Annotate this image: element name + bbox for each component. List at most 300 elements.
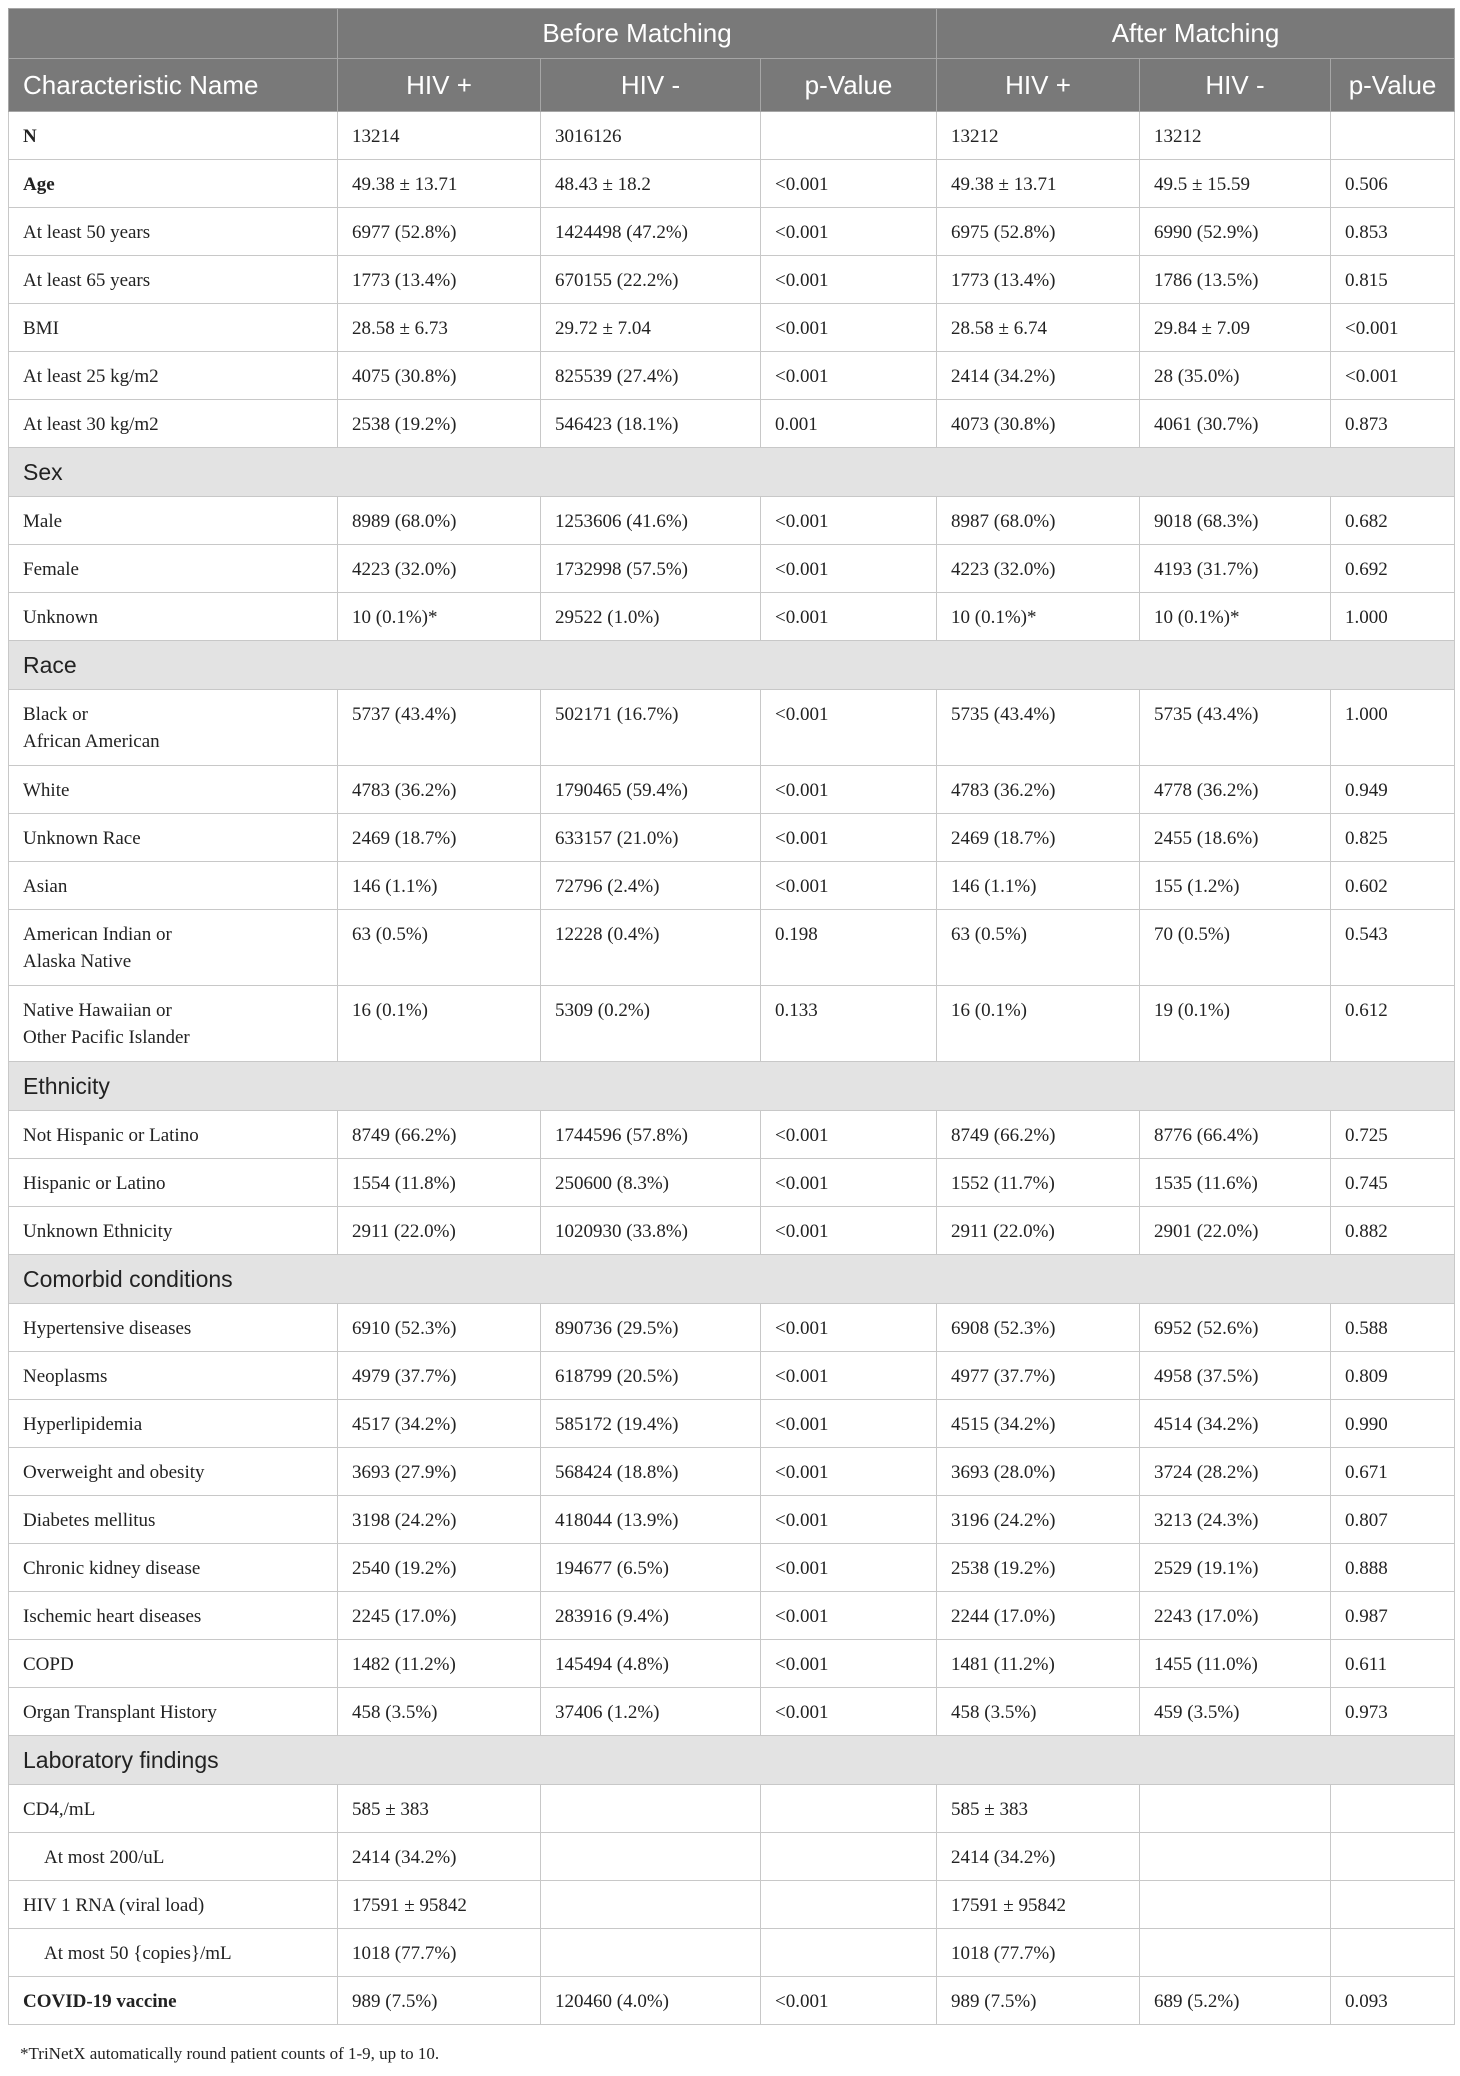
before-hiv-negative-cell (541, 1833, 761, 1881)
column-header-row (9, 59, 1455, 112)
table-row (9, 545, 1455, 593)
characteristic-label: American Indian or (23, 924, 172, 945)
characteristic-name-cell (9, 160, 338, 208)
before-hiv-positive-cell: 6910 (52.3%) (338, 1304, 541, 1352)
after-hiv-positive-cell: 6908 (52.3%) (937, 1304, 1140, 1352)
table-row (9, 1977, 1455, 2025)
after-hiv-positive-cell: 49.38 ± 13.71 (937, 160, 1140, 208)
after-hiv-positive-cell: 28.58 ± 6.74 (937, 304, 1140, 352)
characteristic-label: COPD (23, 1654, 74, 1675)
before-hiv-positive-cell: 3693 (27.9%) (338, 1448, 541, 1496)
before-p-value-cell: <0.001 (761, 1496, 937, 1544)
before-hiv-positive-cell: 49.38 ± 13.71 (338, 160, 541, 208)
after-hiv-negative-cell: 2243 (17.0%) (1140, 1592, 1331, 1640)
before-hiv-positive-cell: 17591 ± 95842 (338, 1881, 541, 1929)
characteristic-label: Hispanic or Latino (23, 1173, 166, 1194)
before-hiv-negative-cell: 283916 (9.4%) (541, 1592, 761, 1640)
baseline-characteristics-table (8, 8, 1455, 2025)
after-p-value-cell: 0.853 (1331, 208, 1455, 256)
after-hiv-positive-cell: 458 (3.5%) (937, 1688, 1140, 1736)
after-hiv-negative-cell: 5735 (43.4%) (1140, 690, 1331, 766)
after-hiv-positive-cell: 1018 (77.7%) (937, 1929, 1140, 1977)
table-row (9, 160, 1455, 208)
before-hiv-positive-cell: 458 (3.5%) (338, 1688, 541, 1736)
before-p-value-cell: 0.001 (761, 400, 937, 448)
before-hiv-negative-cell: 12228 (0.4%) (541, 910, 761, 986)
characteristic-name-cell (9, 1833, 338, 1881)
after-hiv-negative-cell: 6990 (52.9%) (1140, 208, 1331, 256)
before-hiv-positive-cell: 1018 (77.7%) (338, 1929, 541, 1977)
before-hiv-positive-cell: 4783 (36.2%) (338, 766, 541, 814)
section-header-row (9, 1736, 1455, 1785)
table-row (9, 1544, 1455, 1592)
table-row (9, 1833, 1455, 1881)
after-p-value-cell: 0.807 (1331, 1496, 1455, 1544)
after-p-value-cell: 0.973 (1331, 1688, 1455, 1736)
table-row (9, 593, 1455, 641)
characteristic-label: At least 25 kg/m2 (23, 366, 159, 387)
before-hiv-negative-cell (541, 1785, 761, 1833)
before-hiv-positive-cell: 6977 (52.8%) (338, 208, 541, 256)
characteristic-name-cell (9, 256, 338, 304)
before-p-value-cell: <0.001 (761, 1688, 937, 1736)
characteristic-name-cell (9, 814, 338, 862)
after-p-value-cell: 0.882 (1331, 1207, 1455, 1255)
before-hiv-negative-cell: 1020930 (33.8%) (541, 1207, 761, 1255)
table-row (9, 1352, 1455, 1400)
after-hiv-negative-cell: 6952 (52.6%) (1140, 1304, 1331, 1352)
before-p-value-cell (761, 1881, 937, 1929)
characteristic-name-cell (9, 1785, 338, 1833)
before-hiv-positive-cell: 28.58 ± 6.73 (338, 304, 541, 352)
after-hiv-negative-cell: 3213 (24.3%) (1140, 1496, 1331, 1544)
characteristic-label: White (23, 780, 70, 801)
after-p-value-cell: 0.671 (1331, 1448, 1455, 1496)
characteristic-label: COVID-19 vaccine (23, 1991, 177, 2012)
before-hiv-negative-cell: 418044 (13.9%) (541, 1496, 761, 1544)
characteristic-name-cell (9, 1977, 338, 2025)
after-hiv-negative-cell: 4778 (36.2%) (1140, 766, 1331, 814)
after-p-value-cell: 0.588 (1331, 1304, 1455, 1352)
section-header-row (9, 1255, 1455, 1304)
table-row (9, 1929, 1455, 1977)
after-hiv-positive-cell: 4515 (34.2%) (937, 1400, 1140, 1448)
footnote: *TriNetX automatically round patient counts of 1-9, up to 10. (20, 2044, 440, 2063)
after-hiv-positive-cell: 16 (0.1%) (937, 986, 1140, 1062)
characteristic-label-line2: Other Pacific Islander (23, 1027, 190, 1048)
after-hiv-negative-cell: 2455 (18.6%) (1140, 814, 1331, 862)
before-p-value-cell: <0.001 (761, 545, 937, 593)
before-p-value-cell: <0.001 (761, 1352, 937, 1400)
after-hiv-negative-cell: 4958 (37.5%) (1140, 1352, 1331, 1400)
before-hiv-positive-cell: 2540 (19.2%) (338, 1544, 541, 1592)
characteristic-name-cell (9, 1304, 338, 1352)
table-row (9, 400, 1455, 448)
after-matching-header: After Matching (937, 9, 1455, 59)
after-p-value-cell: 0.093 (1331, 1977, 1455, 2025)
table-row (9, 1640, 1455, 1688)
after-p-value-cell (1331, 1929, 1455, 1977)
characteristic-label: Ischemic heart diseases (23, 1606, 202, 1627)
after-hiv-negative-cell: 4514 (34.2%) (1140, 1400, 1331, 1448)
before-p-value-cell: <0.001 (761, 1400, 937, 1448)
after-p-value-cell: 1.000 (1331, 690, 1455, 766)
after-hiv-negative-cell (1140, 1785, 1331, 1833)
section-label: Sex (9, 448, 1455, 497)
after-hiv-positive-cell: 4977 (37.7%) (937, 1352, 1140, 1400)
characteristic-label: Age (23, 174, 55, 195)
before-p-value-cell (761, 112, 937, 160)
before-p-value-cell: <0.001 (761, 1977, 937, 2025)
after-p-value-cell: <0.001 (1331, 352, 1455, 400)
before-hiv-positive-cell: 16 (0.1%) (338, 986, 541, 1062)
characteristic-label: At most 200/uL (44, 1847, 165, 1868)
after-hiv-negative-cell: 1455 (11.0%) (1140, 1640, 1331, 1688)
before-p-value-cell: <0.001 (761, 1544, 937, 1592)
before-hiv-negative-header: HIV - (541, 59, 761, 112)
characteristic-label: At least 65 years (23, 270, 151, 291)
characteristic-label: HIV 1 RNA (viral load) (23, 1895, 205, 1916)
characteristic-label: Organ Transplant History (23, 1702, 217, 1723)
after-hiv-positive-cell: 1481 (11.2%) (937, 1640, 1140, 1688)
before-hiv-negative-cell: 37406 (1.2%) (541, 1688, 761, 1736)
before-p-value-cell: 0.198 (761, 910, 937, 986)
after-p-value-cell: 0.612 (1331, 986, 1455, 1062)
before-hiv-positive-cell: 146 (1.1%) (338, 862, 541, 910)
section-header-row (9, 641, 1455, 690)
before-hiv-positive-cell: 4075 (30.8%) (338, 352, 541, 400)
section-label: Laboratory findings (9, 1736, 1455, 1785)
after-p-value-cell: 0.602 (1331, 862, 1455, 910)
before-p-value-cell: <0.001 (761, 1159, 937, 1207)
after-hiv-positive-cell: 4073 (30.8%) (937, 400, 1140, 448)
after-hiv-negative-cell: 8776 (66.4%) (1140, 1111, 1331, 1159)
characteristic-name-header: Characteristic Name (9, 59, 338, 112)
before-p-value-cell (761, 1833, 937, 1881)
table-row (9, 766, 1455, 814)
after-hiv-positive-cell: 3196 (24.2%) (937, 1496, 1140, 1544)
table-row (9, 112, 1455, 160)
characteristic-name-cell (9, 1496, 338, 1544)
section-header-row (9, 1062, 1455, 1111)
before-hiv-negative-cell: 1253606 (41.6%) (541, 497, 761, 545)
blank-header-cell (9, 9, 338, 59)
characteristic-label: Native Hawaiian or (23, 1000, 172, 1021)
table-row (9, 814, 1455, 862)
before-p-value-cell: <0.001 (761, 352, 937, 400)
characteristic-name-cell (9, 1544, 338, 1592)
after-hiv-positive-cell: 2244 (17.0%) (937, 1592, 1140, 1640)
before-p-value-cell: <0.001 (761, 1304, 937, 1352)
before-hiv-negative-cell: 48.43 ± 18.2 (541, 160, 761, 208)
before-hiv-negative-cell: 633157 (21.0%) (541, 814, 761, 862)
after-hiv-negative-header: HIV - (1140, 59, 1331, 112)
table-row (9, 862, 1455, 910)
before-hiv-positive-cell: 1482 (11.2%) (338, 1640, 541, 1688)
characteristic-name-cell (9, 766, 338, 814)
characteristic-label: Hypertensive diseases (23, 1318, 192, 1339)
before-hiv-negative-cell: 1424498 (47.2%) (541, 208, 761, 256)
table-row (9, 1448, 1455, 1496)
after-p-value-cell: 0.873 (1331, 400, 1455, 448)
after-p-value-cell: 0.725 (1331, 1111, 1455, 1159)
characteristic-label-line2: Alaska Native (23, 951, 132, 972)
characteristic-label: Unknown Ethnicity (23, 1221, 173, 1242)
before-hiv-negative-cell: 29.72 ± 7.04 (541, 304, 761, 352)
before-hiv-negative-cell: 3016126 (541, 112, 761, 160)
table-row (9, 304, 1455, 352)
before-hiv-positive-cell: 2414 (34.2%) (338, 1833, 541, 1881)
before-hiv-negative-cell (541, 1929, 761, 1977)
after-hiv-negative-cell: 13212 (1140, 112, 1331, 160)
characteristic-name-cell (9, 400, 338, 448)
after-hiv-positive-cell: 585 ± 383 (937, 1785, 1140, 1833)
characteristic-name-cell (9, 1929, 338, 1977)
table-row (9, 690, 1455, 766)
table-row (9, 1159, 1455, 1207)
characteristic-label: N (23, 126, 37, 147)
before-hiv-negative-cell: 120460 (4.0%) (541, 1977, 761, 2025)
characteristic-name-cell (9, 910, 338, 986)
after-hiv-positive-cell: 5735 (43.4%) (937, 690, 1140, 766)
characteristic-label: At least 30 kg/m2 (23, 414, 159, 435)
before-p-value-cell: <0.001 (761, 208, 937, 256)
before-hiv-negative-cell: 1790465 (59.4%) (541, 766, 761, 814)
table-row (9, 497, 1455, 545)
after-p-value-cell: 0.682 (1331, 497, 1455, 545)
after-hiv-negative-cell (1140, 1833, 1331, 1881)
characteristic-label-line2: African American (23, 731, 160, 752)
before-hiv-positive-cell: 2538 (19.2%) (338, 400, 541, 448)
after-hiv-positive-cell: 989 (7.5%) (937, 1977, 1140, 2025)
before-p-value-cell: <0.001 (761, 862, 937, 910)
characteristic-label: Neoplasms (23, 1366, 108, 1387)
before-hiv-positive-cell: 989 (7.5%) (338, 1977, 541, 2025)
before-hiv-positive-cell: 585 ± 383 (338, 1785, 541, 1833)
characteristic-name-cell (9, 304, 338, 352)
after-hiv-negative-cell: 689 (5.2%) (1140, 1977, 1331, 2025)
before-hiv-negative-cell (541, 1881, 761, 1929)
after-p-value-cell: 0.949 (1331, 766, 1455, 814)
after-hiv-positive-header: HIV + (937, 59, 1140, 112)
characteristic-label: Not Hispanic or Latino (23, 1125, 199, 1146)
before-p-value-cell (761, 1785, 937, 1833)
characteristic-name-cell (9, 986, 338, 1062)
after-p-value-cell: 0.888 (1331, 1544, 1455, 1592)
characteristic-label: BMI (23, 318, 59, 339)
after-hiv-negative-cell: 459 (3.5%) (1140, 1688, 1331, 1736)
after-hiv-negative-cell: 3724 (28.2%) (1140, 1448, 1331, 1496)
before-hiv-negative-cell: 670155 (22.2%) (541, 256, 761, 304)
characteristic-name-cell (9, 593, 338, 641)
before-hiv-positive-cell: 2245 (17.0%) (338, 1592, 541, 1640)
after-p-value-cell: 0.990 (1331, 1400, 1455, 1448)
characteristic-label: Hyperlipidemia (23, 1414, 143, 1435)
after-hiv-negative-cell: 29.84 ± 7.09 (1140, 304, 1331, 352)
after-hiv-negative-cell: 2901 (22.0%) (1140, 1207, 1331, 1255)
characteristic-label: Unknown (23, 607, 98, 628)
table-row (9, 1592, 1455, 1640)
characteristic-name-cell (9, 1159, 338, 1207)
before-hiv-negative-cell: 1744596 (57.8%) (541, 1111, 761, 1159)
before-p-value-cell: <0.001 (761, 814, 937, 862)
before-hiv-negative-cell: 145494 (4.8%) (541, 1640, 761, 1688)
before-p-value-cell: <0.001 (761, 1448, 937, 1496)
group-header-row (9, 9, 1455, 59)
characteristic-name-cell (9, 1688, 338, 1736)
after-p-value-cell: 0.809 (1331, 1352, 1455, 1400)
after-p-value-header: p-Value (1331, 59, 1455, 112)
section-label: Comorbid conditions (9, 1255, 1455, 1304)
before-hiv-negative-cell: 29522 (1.0%) (541, 593, 761, 641)
after-hiv-positive-cell: 13212 (937, 112, 1140, 160)
characteristic-name-cell (9, 352, 338, 400)
before-p-value-cell: 0.133 (761, 986, 937, 1062)
characteristic-name-cell (9, 1400, 338, 1448)
before-hiv-positive-cell: 3198 (24.2%) (338, 1496, 541, 1544)
after-p-value-cell: 0.543 (1331, 910, 1455, 986)
before-hiv-negative-cell: 618799 (20.5%) (541, 1352, 761, 1400)
characteristic-label: At most 50 {copies}/mL (44, 1943, 232, 1964)
before-p-value-cell: <0.001 (761, 256, 937, 304)
after-hiv-positive-cell: 63 (0.5%) (937, 910, 1140, 986)
after-hiv-positive-cell: 3693 (28.0%) (937, 1448, 1140, 1496)
before-hiv-negative-cell: 502171 (16.7%) (541, 690, 761, 766)
after-hiv-negative-cell: 9018 (68.3%) (1140, 497, 1331, 545)
after-hiv-negative-cell: 1786 (13.5%) (1140, 256, 1331, 304)
after-hiv-negative-cell: 1535 (11.6%) (1140, 1159, 1331, 1207)
characteristic-name-cell (9, 1881, 338, 1929)
after-hiv-negative-cell (1140, 1881, 1331, 1929)
before-hiv-positive-cell: 10 (0.1%)* (338, 593, 541, 641)
before-hiv-negative-cell: 890736 (29.5%) (541, 1304, 761, 1352)
after-hiv-negative-cell: 4061 (30.7%) (1140, 400, 1331, 448)
after-hiv-positive-cell: 8987 (68.0%) (937, 497, 1140, 545)
before-hiv-negative-cell: 250600 (8.3%) (541, 1159, 761, 1207)
characteristic-name-cell (9, 497, 338, 545)
after-hiv-negative-cell: 70 (0.5%) (1140, 910, 1331, 986)
after-hiv-positive-cell: 4783 (36.2%) (937, 766, 1140, 814)
characteristic-name-cell (9, 690, 338, 766)
after-p-value-cell (1331, 1833, 1455, 1881)
before-p-value-cell: <0.001 (761, 690, 937, 766)
before-p-value-cell: <0.001 (761, 160, 937, 208)
characteristic-label: Overweight and obesity (23, 1462, 205, 1483)
after-p-value-cell: 0.825 (1331, 814, 1455, 862)
before-hiv-negative-cell: 568424 (18.8%) (541, 1448, 761, 1496)
after-hiv-negative-cell: 10 (0.1%)* (1140, 593, 1331, 641)
table-row (9, 1304, 1455, 1352)
after-hiv-negative-cell: 28 (35.0%) (1140, 352, 1331, 400)
characteristic-name-cell (9, 112, 338, 160)
section-label: Ethnicity (9, 1062, 1455, 1111)
table-row (9, 910, 1455, 986)
after-hiv-negative-cell: 2529 (19.1%) (1140, 1544, 1331, 1592)
after-hiv-positive-cell: 2414 (34.2%) (937, 352, 1140, 400)
characteristic-name-cell (9, 1448, 338, 1496)
before-hiv-negative-cell: 72796 (2.4%) (541, 862, 761, 910)
characteristic-label: Chronic kidney disease (23, 1558, 201, 1579)
after-hiv-negative-cell: 19 (0.1%) (1140, 986, 1331, 1062)
before-hiv-negative-cell: 825539 (27.4%) (541, 352, 761, 400)
after-hiv-negative-cell: 49.5 ± 15.59 (1140, 160, 1331, 208)
before-p-value-cell: <0.001 (761, 1592, 937, 1640)
before-p-value-cell: <0.001 (761, 1111, 937, 1159)
before-hiv-positive-cell: 63 (0.5%) (338, 910, 541, 986)
after-p-value-cell: 0.506 (1331, 160, 1455, 208)
after-p-value-cell: 0.745 (1331, 1159, 1455, 1207)
section-header-row (9, 448, 1455, 497)
table-row (9, 1688, 1455, 1736)
table-row (9, 1207, 1455, 1255)
before-p-value-header: p-Value (761, 59, 937, 112)
characteristic-label: At least 50 years (23, 222, 151, 243)
table-row (9, 208, 1455, 256)
before-hiv-positive-cell: 2911 (22.0%) (338, 1207, 541, 1255)
before-p-value-cell: <0.001 (761, 1207, 937, 1255)
before-hiv-positive-cell: 8749 (66.2%) (338, 1111, 541, 1159)
after-hiv-positive-cell: 6975 (52.8%) (937, 208, 1140, 256)
section-label: Race (9, 641, 1455, 690)
before-hiv-negative-cell: 194677 (6.5%) (541, 1544, 761, 1592)
after-hiv-positive-cell: 2414 (34.2%) (937, 1833, 1140, 1881)
after-hiv-positive-cell: 10 (0.1%)* (937, 593, 1140, 641)
characteristic-label: CD4,/mL (23, 1799, 96, 1820)
table-row (9, 1785, 1455, 1833)
before-hiv-positive-cell: 4517 (34.2%) (338, 1400, 541, 1448)
after-p-value-cell: 0.815 (1331, 256, 1455, 304)
before-p-value-cell: <0.001 (761, 766, 937, 814)
table-row (9, 352, 1455, 400)
after-hiv-positive-cell: 17591 ± 95842 (937, 1881, 1140, 1929)
after-p-value-cell (1331, 1881, 1455, 1929)
after-p-value-cell: 1.000 (1331, 593, 1455, 641)
after-hiv-positive-cell: 146 (1.1%) (937, 862, 1140, 910)
before-p-value-cell: <0.001 (761, 593, 937, 641)
characteristic-name-cell (9, 208, 338, 256)
characteristic-name-cell (9, 1592, 338, 1640)
before-p-value-cell: <0.001 (761, 497, 937, 545)
before-hiv-positive-cell: 5737 (43.4%) (338, 690, 541, 766)
table-row (9, 1400, 1455, 1448)
characteristic-name-cell (9, 1207, 338, 1255)
after-hiv-negative-cell: 155 (1.2%) (1140, 862, 1331, 910)
before-hiv-positive-cell: 1554 (11.8%) (338, 1159, 541, 1207)
characteristic-name-cell (9, 862, 338, 910)
characteristic-name-cell (9, 545, 338, 593)
before-hiv-positive-cell: 13214 (338, 112, 541, 160)
after-hiv-positive-cell: 1552 (11.7%) (937, 1159, 1140, 1207)
before-p-value-cell: <0.001 (761, 304, 937, 352)
before-p-value-cell: <0.001 (761, 1640, 937, 1688)
table-row (9, 256, 1455, 304)
characteristic-label: Unknown Race (23, 828, 141, 849)
characteristic-label: Diabetes mellitus (23, 1510, 156, 1531)
after-hiv-positive-cell: 2469 (18.7%) (937, 814, 1140, 862)
characteristic-name-cell (9, 1352, 338, 1400)
before-p-value-cell (761, 1929, 937, 1977)
table-row (9, 1111, 1455, 1159)
before-hiv-positive-header: HIV + (338, 59, 541, 112)
before-matching-header: Before Matching (338, 9, 937, 59)
after-hiv-positive-cell: 1773 (13.4%) (937, 256, 1140, 304)
after-p-value-cell: <0.001 (1331, 304, 1455, 352)
table-row (9, 986, 1455, 1062)
table-body (9, 112, 1455, 2025)
after-p-value-cell: 0.611 (1331, 1640, 1455, 1688)
after-hiv-negative-cell: 4193 (31.7%) (1140, 545, 1331, 593)
after-hiv-positive-cell: 4223 (32.0%) (937, 545, 1140, 593)
